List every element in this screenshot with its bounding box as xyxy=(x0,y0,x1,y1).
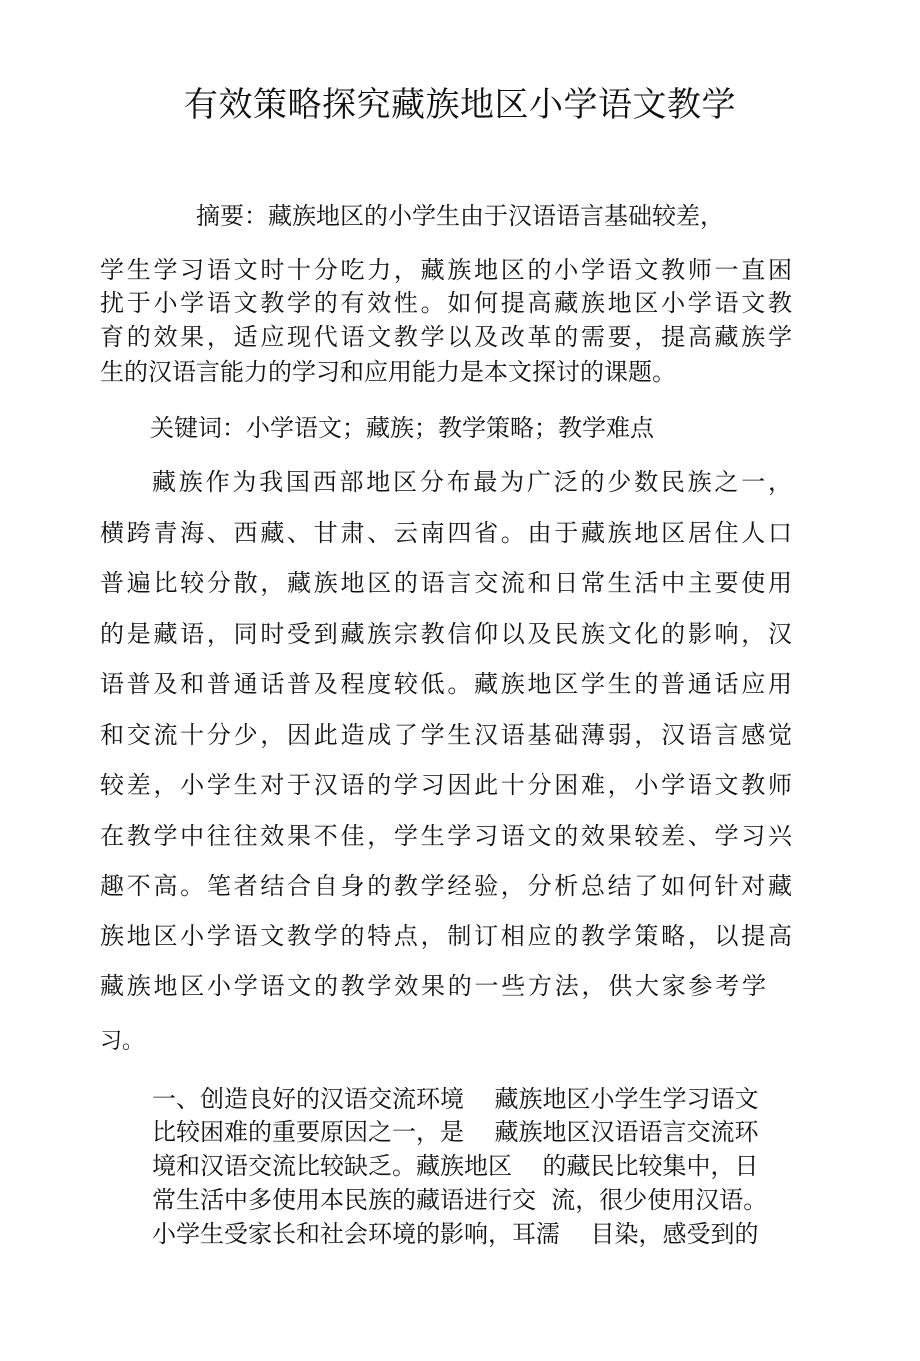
abstract-line: 学生学习语文时十分吃力，藏族地区的小学语文教师一直困 xyxy=(100,256,792,284)
intro-line: 藏族作为我国西部地区分布最为广泛的少数民族之一， xyxy=(152,468,792,496)
keywords-line: 关键词：小学语文；藏族；教学策略；教学难点 xyxy=(150,414,654,442)
abstract-line: 扰于小学语文教学的有效性。如何提高藏族地区小学语文教 xyxy=(100,289,792,317)
intro-line: 的是藏语，同时受到藏族宗教信仰以及民族文化的影响，汉 xyxy=(100,620,792,648)
intro-line: 较差，小学生对于汉语的学习因此十分困难，小学语文教师 xyxy=(100,771,792,799)
section1-line: 比较困难的重要原因之一，是 藏族地区汉语语言交流环 xyxy=(152,1118,759,1146)
intro-line: 在教学中往往效果不佳，学生学习语文的效果较差、学习兴 xyxy=(100,822,792,850)
intro-line: 习。 xyxy=(100,1029,145,1054)
abstract-line: 生的汉语言能力的学习和应用能力是本文探讨的课题。 xyxy=(100,358,676,386)
section1-line: 一、创造良好的汉语交流环境 藏族地区小学生学习语文 xyxy=(152,1085,759,1113)
intro-line: 趣不高。笔者结合自身的教学经验，分析总结了如何针对藏 xyxy=(100,872,792,900)
document-title: 有效策略探究藏族地区小学语文教学 xyxy=(184,85,736,125)
intro-line: 横跨青海、西藏、甘肃、云南四省。由于藏族地区居住人口 xyxy=(100,519,792,547)
abstract-line: 摘要：藏族地区的小学生由于汉语语言基础较差， xyxy=(196,202,724,230)
intro-line: 普遍比较分散，藏族地区的语言交流和日常生活中主要使用 xyxy=(100,569,792,597)
intro-line: 族地区小学语文教学的特点，制订相应的教学策略，以提高 xyxy=(100,922,792,950)
section1-line: 常生活中多使用本民族的藏语进行交 流，很少使用汉语。 xyxy=(152,1186,768,1214)
abstract-line: 育的效果，适应现代语文教学以及改革的需要，提高藏族学 xyxy=(100,323,792,351)
section1-line: 小学生受家长和社会环境的影响，耳濡 目染，感受到的 xyxy=(152,1220,759,1248)
intro-line: 和交流十分少，因此造成了学生汉语基础薄弱，汉语言感觉 xyxy=(100,721,792,749)
section1-line: 境和汉语交流比较缺乏。藏族地区 的藏民比较集中，日 xyxy=(152,1152,759,1180)
intro-line: 语普及和普通话普及程度较低。藏族地区学生的普通话应用 xyxy=(100,670,792,698)
intro-line: 藏族地区小学语文的教学效果的一些方法，供大家参考学 xyxy=(100,972,766,1000)
